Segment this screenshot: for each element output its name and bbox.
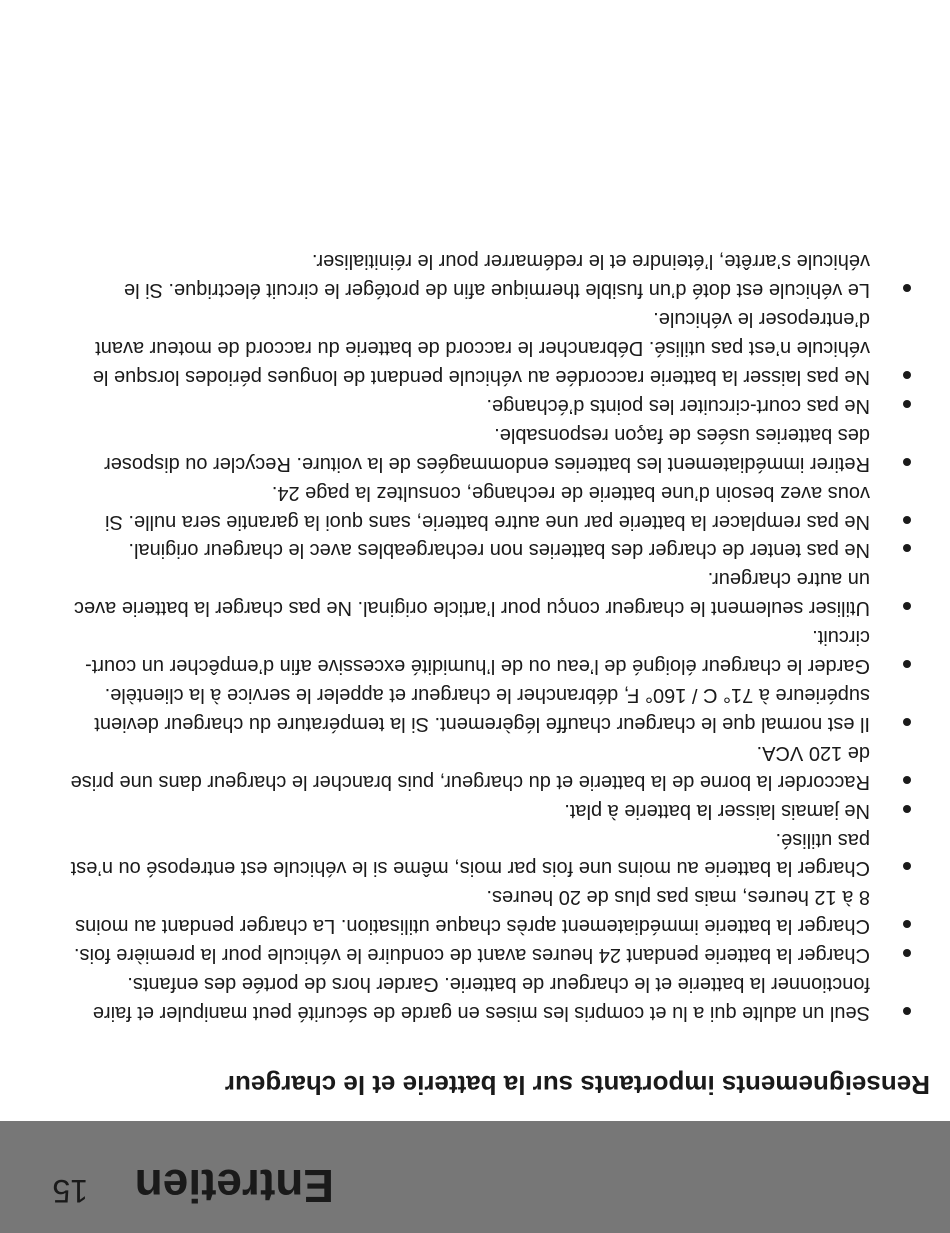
list-item — [70, 478, 930, 536]
bullet-icon — [903, 602, 911, 610]
bullet-icon — [903, 545, 911, 553]
list-item-text: Charger la batterie pendant 24 heures avant de conduire le véhicule pour la première fois. — [73, 944, 870, 967]
list-item — [70, 882, 930, 940]
list-item-text: Retirer immédiatement les batteries endommagées de la voiture. Recycler ou disposer des batteries usées de façon responsable. — [104, 423, 870, 475]
list-item-text: Raccorder la borne de la batterie et du chargeur, puis brancher le chargeur dans une prise de 120 VCA. — [70, 741, 870, 793]
list-item-text: Ne jamais laisser la batterie à plat. — [564, 799, 870, 822]
list-item-text: Ne pas laisser la batterie raccordée au véhicule pendant de longues périodes lorsque le véhicule n’est pas utilisé. Débrancher le raccord de batterie du raccord de moteur avant d’entreposer le véhicule. — [92, 308, 870, 389]
bullet-icon — [903, 371, 911, 379]
list-item — [70, 420, 930, 478]
list-item-text: Utiliser seulement le chargeur conçu pour l’article original. Ne pas charger la batterie avec un autre chargeur. — [74, 568, 870, 620]
header-band — [0, 1121, 950, 1233]
section-heading: Renseignements importants sur la batterie et le chargeur — [224, 1070, 930, 1100]
bullet-icon — [903, 284, 911, 292]
list-item — [70, 796, 930, 825]
list-item-text: Ne pas court-circuiter les points d’échange. — [486, 394, 870, 417]
list-item — [70, 825, 930, 883]
list-item — [70, 940, 930, 969]
bullet-icon — [903, 458, 911, 466]
bullet-icon — [903, 1007, 911, 1015]
bullet-icon — [903, 516, 911, 524]
list-item-text: Ne pas remplacer la batterie par une autre batterie, sans quoi la garantie sera nulle. Si vous avez besoin d’une batterie de rechange, consultez la page 24. — [105, 481, 870, 533]
bullet-list — [70, 247, 930, 1027]
bullet-icon — [903, 400, 911, 408]
list-item-text: Il est normal que le chargeur chauffe légèrement. Si la température du chargeur devient supérieure à 71° C / 160° F, débrancher le chargeur et appeler le service à la clientèle. — [94, 684, 870, 735]
list-item-text: Charger la batterie immédiatement après chaque utilisation. La charger pendant au moins 8 à 12 heures, mais pas plus de 20 heures. — [75, 886, 870, 938]
list-item-text: Garder le chargeur éloigné de l’eau ou de l’humidité excessive afin d’empêcher un court-circuit. — [85, 626, 870, 678]
list-item — [70, 680, 930, 738]
list-item — [70, 391, 930, 420]
page-number: 15 — [52, 1173, 88, 1209]
bullet-icon — [903, 949, 911, 957]
list-item-text: Le véhicule est doté d’un fusible thermique afin de protéger le circuit électrique. Si le véhicule s’arrête, l’éteindre et le redémarrer pour le réinitialiser. — [124, 250, 870, 302]
list-item — [70, 247, 930, 305]
list-item — [70, 304, 930, 391]
list-item — [70, 738, 930, 796]
list-item — [70, 622, 930, 680]
bullet-icon — [903, 776, 911, 784]
bullet-icon — [903, 660, 911, 668]
list-item-text: Ne pas tenter de charger des batteries non rechargeables avec le chargeur original. — [128, 539, 870, 562]
bullet-icon — [903, 920, 911, 928]
list-item — [70, 536, 930, 565]
bullet-icon — [903, 862, 911, 870]
list-item — [70, 565, 930, 623]
list-item-text: Seul un adulte qui a lu et compris les mises en garde de sécurité peut manipuler et faire fonctionner la batterie et le chargeur de batterie. Garder hors de portée des enfants. — [92, 973, 870, 1024]
bullet-icon — [903, 805, 911, 813]
bullet-icon — [903, 718, 911, 726]
section-title: Entretien — [134, 1160, 334, 1212]
list-item — [70, 969, 930, 1027]
list-item-text: Charger la batterie au moins une fois par mois, même si le véhicule est entreposé ou n’est pas utilisé. — [70, 828, 870, 880]
